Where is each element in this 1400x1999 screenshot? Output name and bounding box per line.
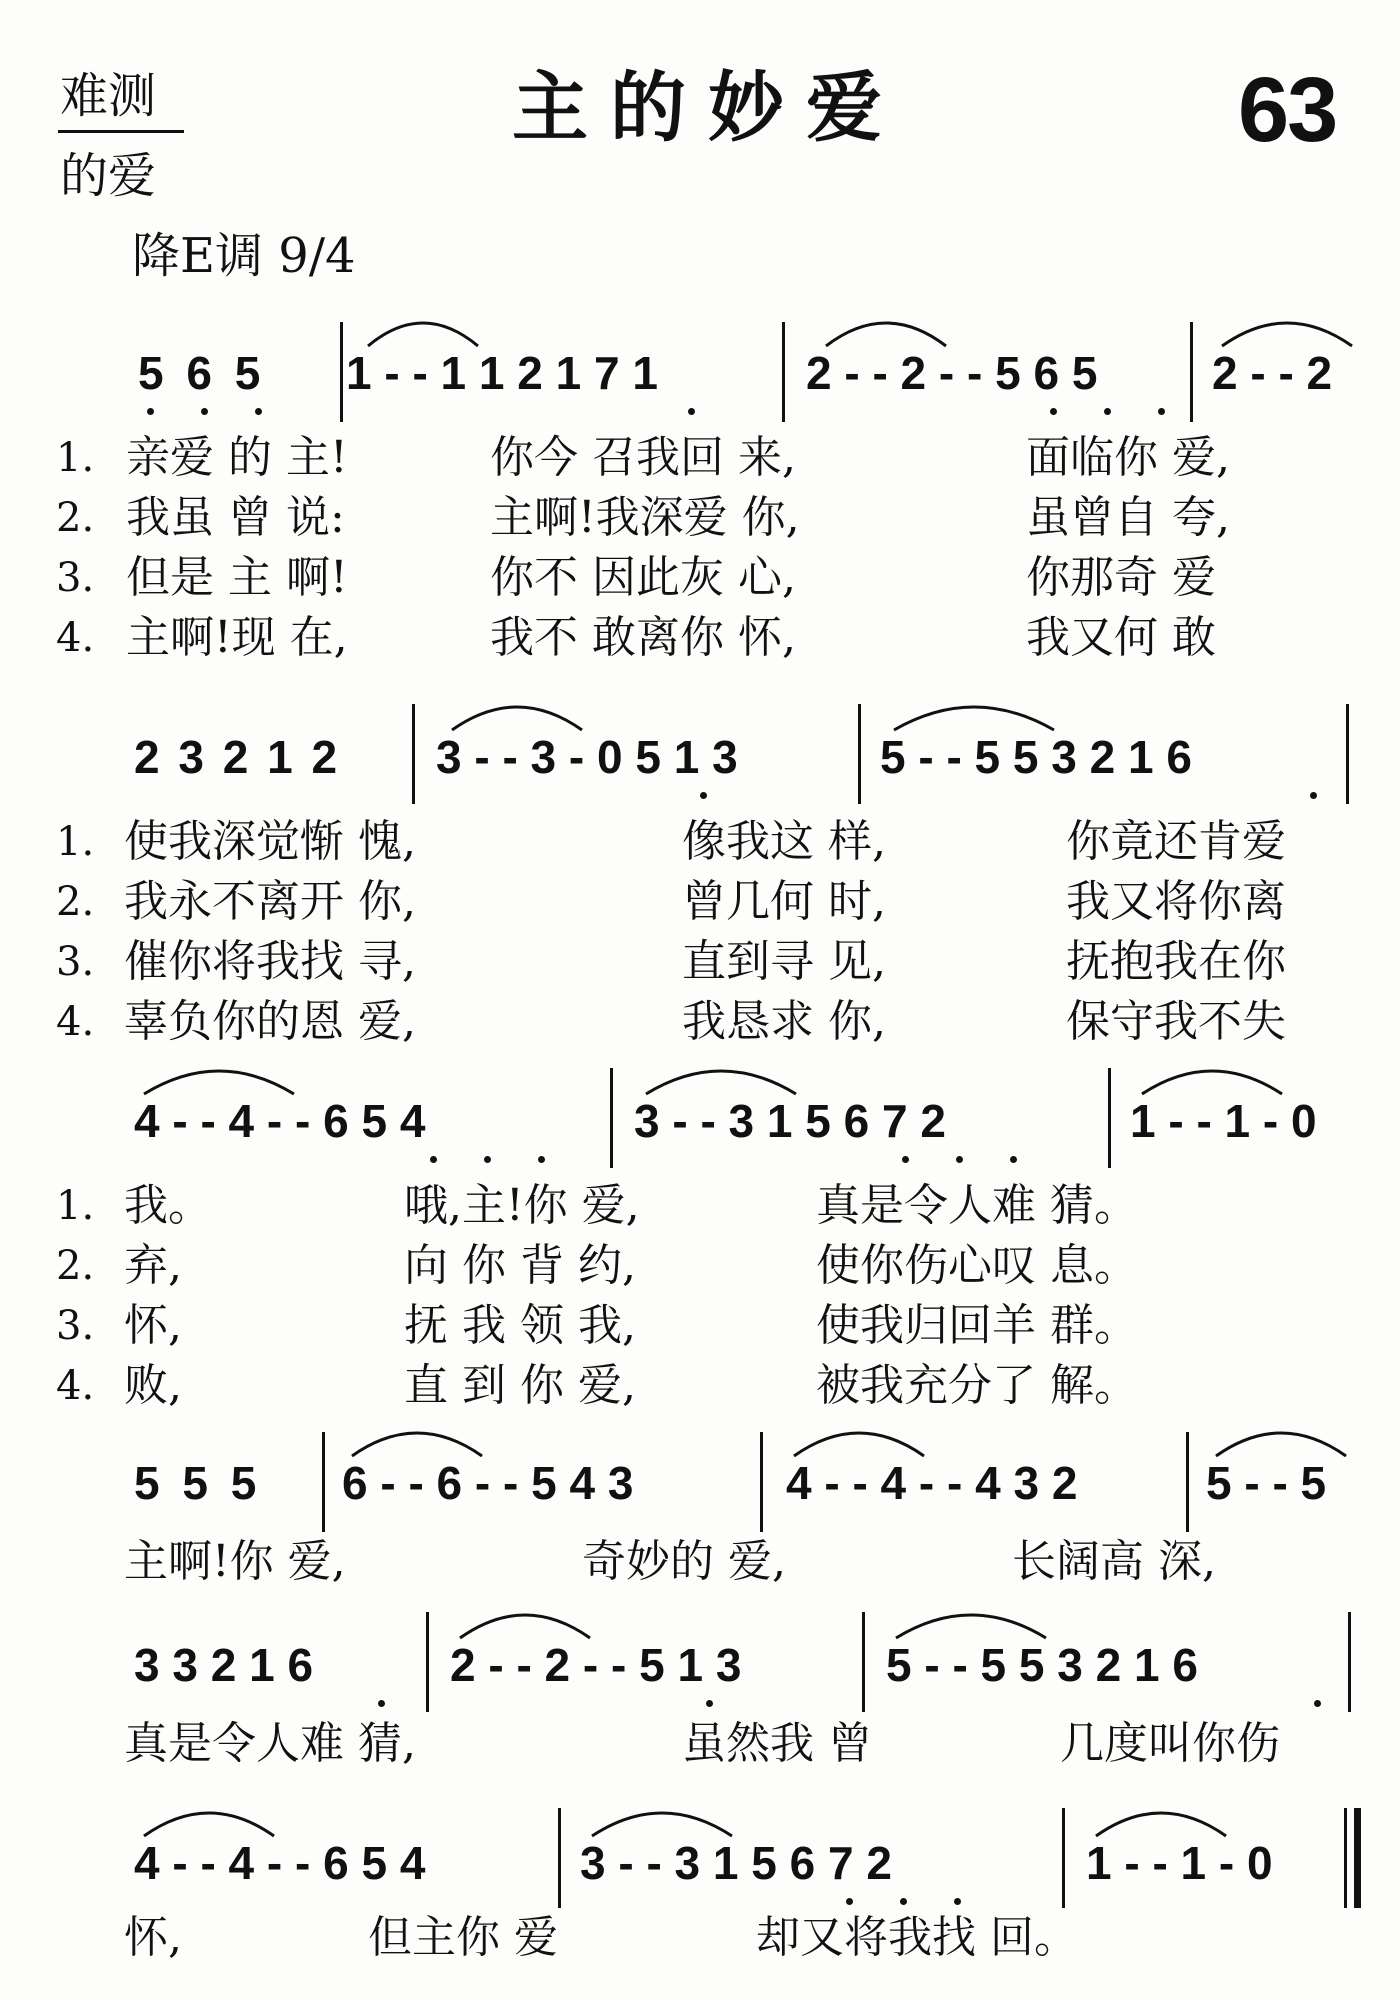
lyric-segment: 面临你 爱,: [1026, 432, 1230, 483]
verse-number: 1.: [56, 819, 95, 865]
measure-5-1: 3 3 2 1 6: [134, 1639, 314, 1691]
low-octave-dot: [484, 1156, 491, 1163]
final-barline-thin: [1344, 1808, 1347, 1908]
lyric-segment: 奇妙的 爱,: [582, 1536, 786, 1587]
low-octave-dot: [1158, 408, 1165, 415]
barline: [610, 1068, 613, 1168]
barline: [858, 704, 861, 804]
barline: [1348, 1612, 1351, 1712]
lyric-segment: 抚 我 领 我,: [404, 1300, 636, 1351]
verse-number: 2.: [56, 1243, 95, 1289]
low-octave-dot: [378, 1700, 385, 1707]
measure-6-2: 3 - - 3 1 5 6 7 2: [580, 1837, 892, 1889]
low-octave-dot: [954, 1898, 961, 1905]
lyric-segment: 辜负你的恩 爱,: [124, 996, 416, 1047]
lyric-segment: 我。: [124, 1180, 212, 1231]
low-octave-dot: [1010, 1156, 1017, 1163]
low-octave-dot: [700, 792, 707, 799]
slur: [592, 1800, 732, 1840]
lyric-segment: 主啊!我深爱 你,: [490, 492, 800, 543]
verse-number: 3.: [56, 939, 95, 985]
lyric-segment: 哦,主!你 爱,: [404, 1180, 640, 1231]
lyric-segment: 曾几何 时,: [682, 876, 886, 927]
barline: [1062, 1808, 1065, 1908]
category-label-top: 难测: [60, 68, 157, 124]
low-octave-dot: [902, 1156, 909, 1163]
low-octave-dot: [147, 408, 154, 415]
final-barline-thick: [1354, 1808, 1361, 1908]
barline: [1346, 704, 1349, 804]
verse-number: 3.: [56, 555, 95, 601]
lyric-segment: 我恳求 你,: [682, 996, 886, 1047]
barline: [558, 1808, 561, 1908]
lyric-segment: 真是令人难 猜,: [124, 1718, 416, 1769]
verse-number: 4.: [56, 999, 95, 1045]
low-octave-dot: [1050, 408, 1057, 415]
barline: [862, 1612, 865, 1712]
low-octave-dot: [900, 1898, 907, 1905]
barline: [1190, 322, 1193, 422]
lyric-segment: 直到寻 见,: [682, 936, 886, 987]
low-octave-dot: [706, 1700, 713, 1707]
measure-1-4: 2 - - 2: [1212, 347, 1333, 399]
low-octave-dot: [201, 408, 208, 415]
measure-1-2: 1 - - 1 1 2 1 7 1: [346, 347, 658, 399]
hymn-title: 主的妙爱: [512, 63, 904, 152]
slur: [896, 1602, 1046, 1642]
slur: [144, 1058, 294, 1098]
low-octave-dot: [255, 408, 262, 415]
low-octave-dot: [956, 1156, 963, 1163]
verse-number: 4.: [56, 615, 95, 661]
barline: [322, 1432, 325, 1532]
measure-6-3: 1 - - 1 - 0: [1086, 1837, 1273, 1889]
slur: [1222, 310, 1352, 350]
lyric-segment: 像我这 样,: [682, 816, 886, 867]
measure-1-1: 5 6 5: [138, 347, 261, 399]
slur: [826, 310, 946, 350]
lyric-segment: 弃,: [124, 1240, 182, 1291]
lyric-segment: 你那奇 爱: [1026, 552, 1216, 603]
low-octave-dot: [430, 1156, 437, 1163]
lyric-segment: 我永不离开 你,: [124, 876, 416, 927]
lyric-segment: 几度叫你伤: [1060, 1718, 1280, 1769]
category-label-bottom: 的爱: [60, 148, 157, 204]
measure-4-2: 6 - - 6 - - 5 4 3: [342, 1457, 634, 1509]
verse-number: 2.: [56, 879, 95, 925]
lyric-segment: 长阔高 深,: [1012, 1536, 1216, 1587]
lyric-segment: 主啊!现 在,: [126, 612, 348, 663]
slur: [368, 310, 478, 350]
lyric-segment: 催你将我找 寻,: [124, 936, 416, 987]
measure-3-3: 1 - - 1 - 0: [1130, 1095, 1317, 1147]
measure-5-2: 2 - - 2 - - 5 1 3: [450, 1639, 742, 1691]
lyric-segment: 败,: [124, 1360, 182, 1411]
lyric-segment: 怀,: [124, 1300, 182, 1351]
measure-2-1: 2 3 2 1 2: [134, 731, 338, 783]
low-octave-dot: [1310, 792, 1317, 799]
measure-5-3: 5 - - 5 5 3 2 1 6: [886, 1639, 1198, 1691]
lyric-segment: 我不 敢离你 怀,: [490, 612, 796, 663]
slur: [1216, 1420, 1346, 1460]
barline: [426, 1612, 429, 1712]
key-time-signature: 降E调 9/4: [132, 228, 356, 284]
slur: [1142, 1058, 1282, 1098]
slur: [352, 1420, 482, 1460]
measure-4-4: 5 - - 5: [1206, 1457, 1327, 1509]
lyric-segment: 被我充分了 解。: [816, 1360, 1138, 1411]
lyric-segment: 你竟还肯爱: [1066, 816, 1286, 867]
hymn-number: 63: [1238, 59, 1337, 161]
measure-4-1: 5 5 5: [134, 1457, 257, 1509]
lyric-segment: 你不 因此灰 心,: [490, 552, 796, 603]
lyric-segment: 向 你 背 约,: [404, 1240, 636, 1291]
category-divider: [58, 130, 184, 133]
slur: [646, 1058, 796, 1098]
barline: [782, 322, 785, 422]
slur: [1096, 1800, 1226, 1840]
lyric-segment: 虽曾自 夸,: [1026, 492, 1230, 543]
barline: [412, 704, 415, 804]
lyric-segment: 你今 召我回 来,: [490, 432, 796, 483]
low-octave-dot: [688, 408, 695, 415]
lyric-segment: 我虽 曾 说:: [126, 492, 345, 543]
measure-2-2: 3 - - 3 - 0 5 1 3: [436, 731, 738, 783]
verse-number: 1.: [56, 435, 95, 481]
lyric-segment: 保守我不失: [1066, 996, 1286, 1047]
lyric-segment: 真是令人难 猜。: [816, 1180, 1138, 1231]
lyric-segment: 但是 主 啊!: [126, 552, 348, 603]
lyric-segment: 使我深觉惭 愧,: [124, 816, 416, 867]
verse-number: 2.: [56, 495, 95, 541]
verse-number: 1.: [56, 1183, 95, 1229]
lyric-segment: 我又何 敢: [1026, 612, 1216, 663]
lyric-segment: 虽然我 曾: [682, 1718, 872, 1769]
lyric-segment: 主啊!你 爱,: [124, 1536, 346, 1587]
lyric-segment: 直 到 你 爱,: [404, 1360, 636, 1411]
slur: [894, 694, 1054, 734]
lyric-segment: 却又将我找 回。: [756, 1912, 1078, 1963]
low-octave-dot: [846, 1898, 853, 1905]
low-octave-dot: [1104, 408, 1111, 415]
slur: [452, 694, 582, 734]
lyric-segment: 使我归回羊 群。: [816, 1300, 1138, 1351]
measure-1-3: 2 - - 2 - - 5 6 5: [806, 347, 1098, 399]
measure-6-1: 4 - - 4 - - 6 5 4: [134, 1837, 426, 1889]
barline: [1108, 1068, 1111, 1168]
lyric-segment: 使你伤心叹 息。: [816, 1240, 1138, 1291]
barline: [760, 1432, 763, 1532]
slur: [144, 1800, 274, 1840]
lyric-segment: 我又将你离: [1066, 876, 1286, 927]
measure-3-1: 4 - - 4 - - 6 5 4: [134, 1095, 426, 1147]
measure-3-2: 3 - - 3 1 5 6 7 2: [634, 1095, 946, 1147]
slur: [794, 1420, 924, 1460]
barline: [340, 322, 343, 422]
lyric-segment: 抚抱我在你: [1066, 936, 1286, 987]
verse-number: 3.: [56, 1303, 95, 1349]
lyric-segment: 但主你 爱: [368, 1912, 558, 1963]
measure-2-3: 5 - - 5 5 3 2 1 6: [880, 731, 1192, 783]
low-octave-dot: [538, 1156, 545, 1163]
slur: [460, 1602, 590, 1642]
verse-number: 4.: [56, 1363, 95, 1409]
barline: [1186, 1432, 1189, 1532]
lyric-segment: 怀,: [124, 1912, 182, 1963]
lyric-segment: 亲爱 的 主!: [126, 432, 348, 483]
measure-4-3: 4 - - 4 - - 4 3 2: [786, 1457, 1078, 1509]
low-octave-dot: [1314, 1700, 1321, 1707]
